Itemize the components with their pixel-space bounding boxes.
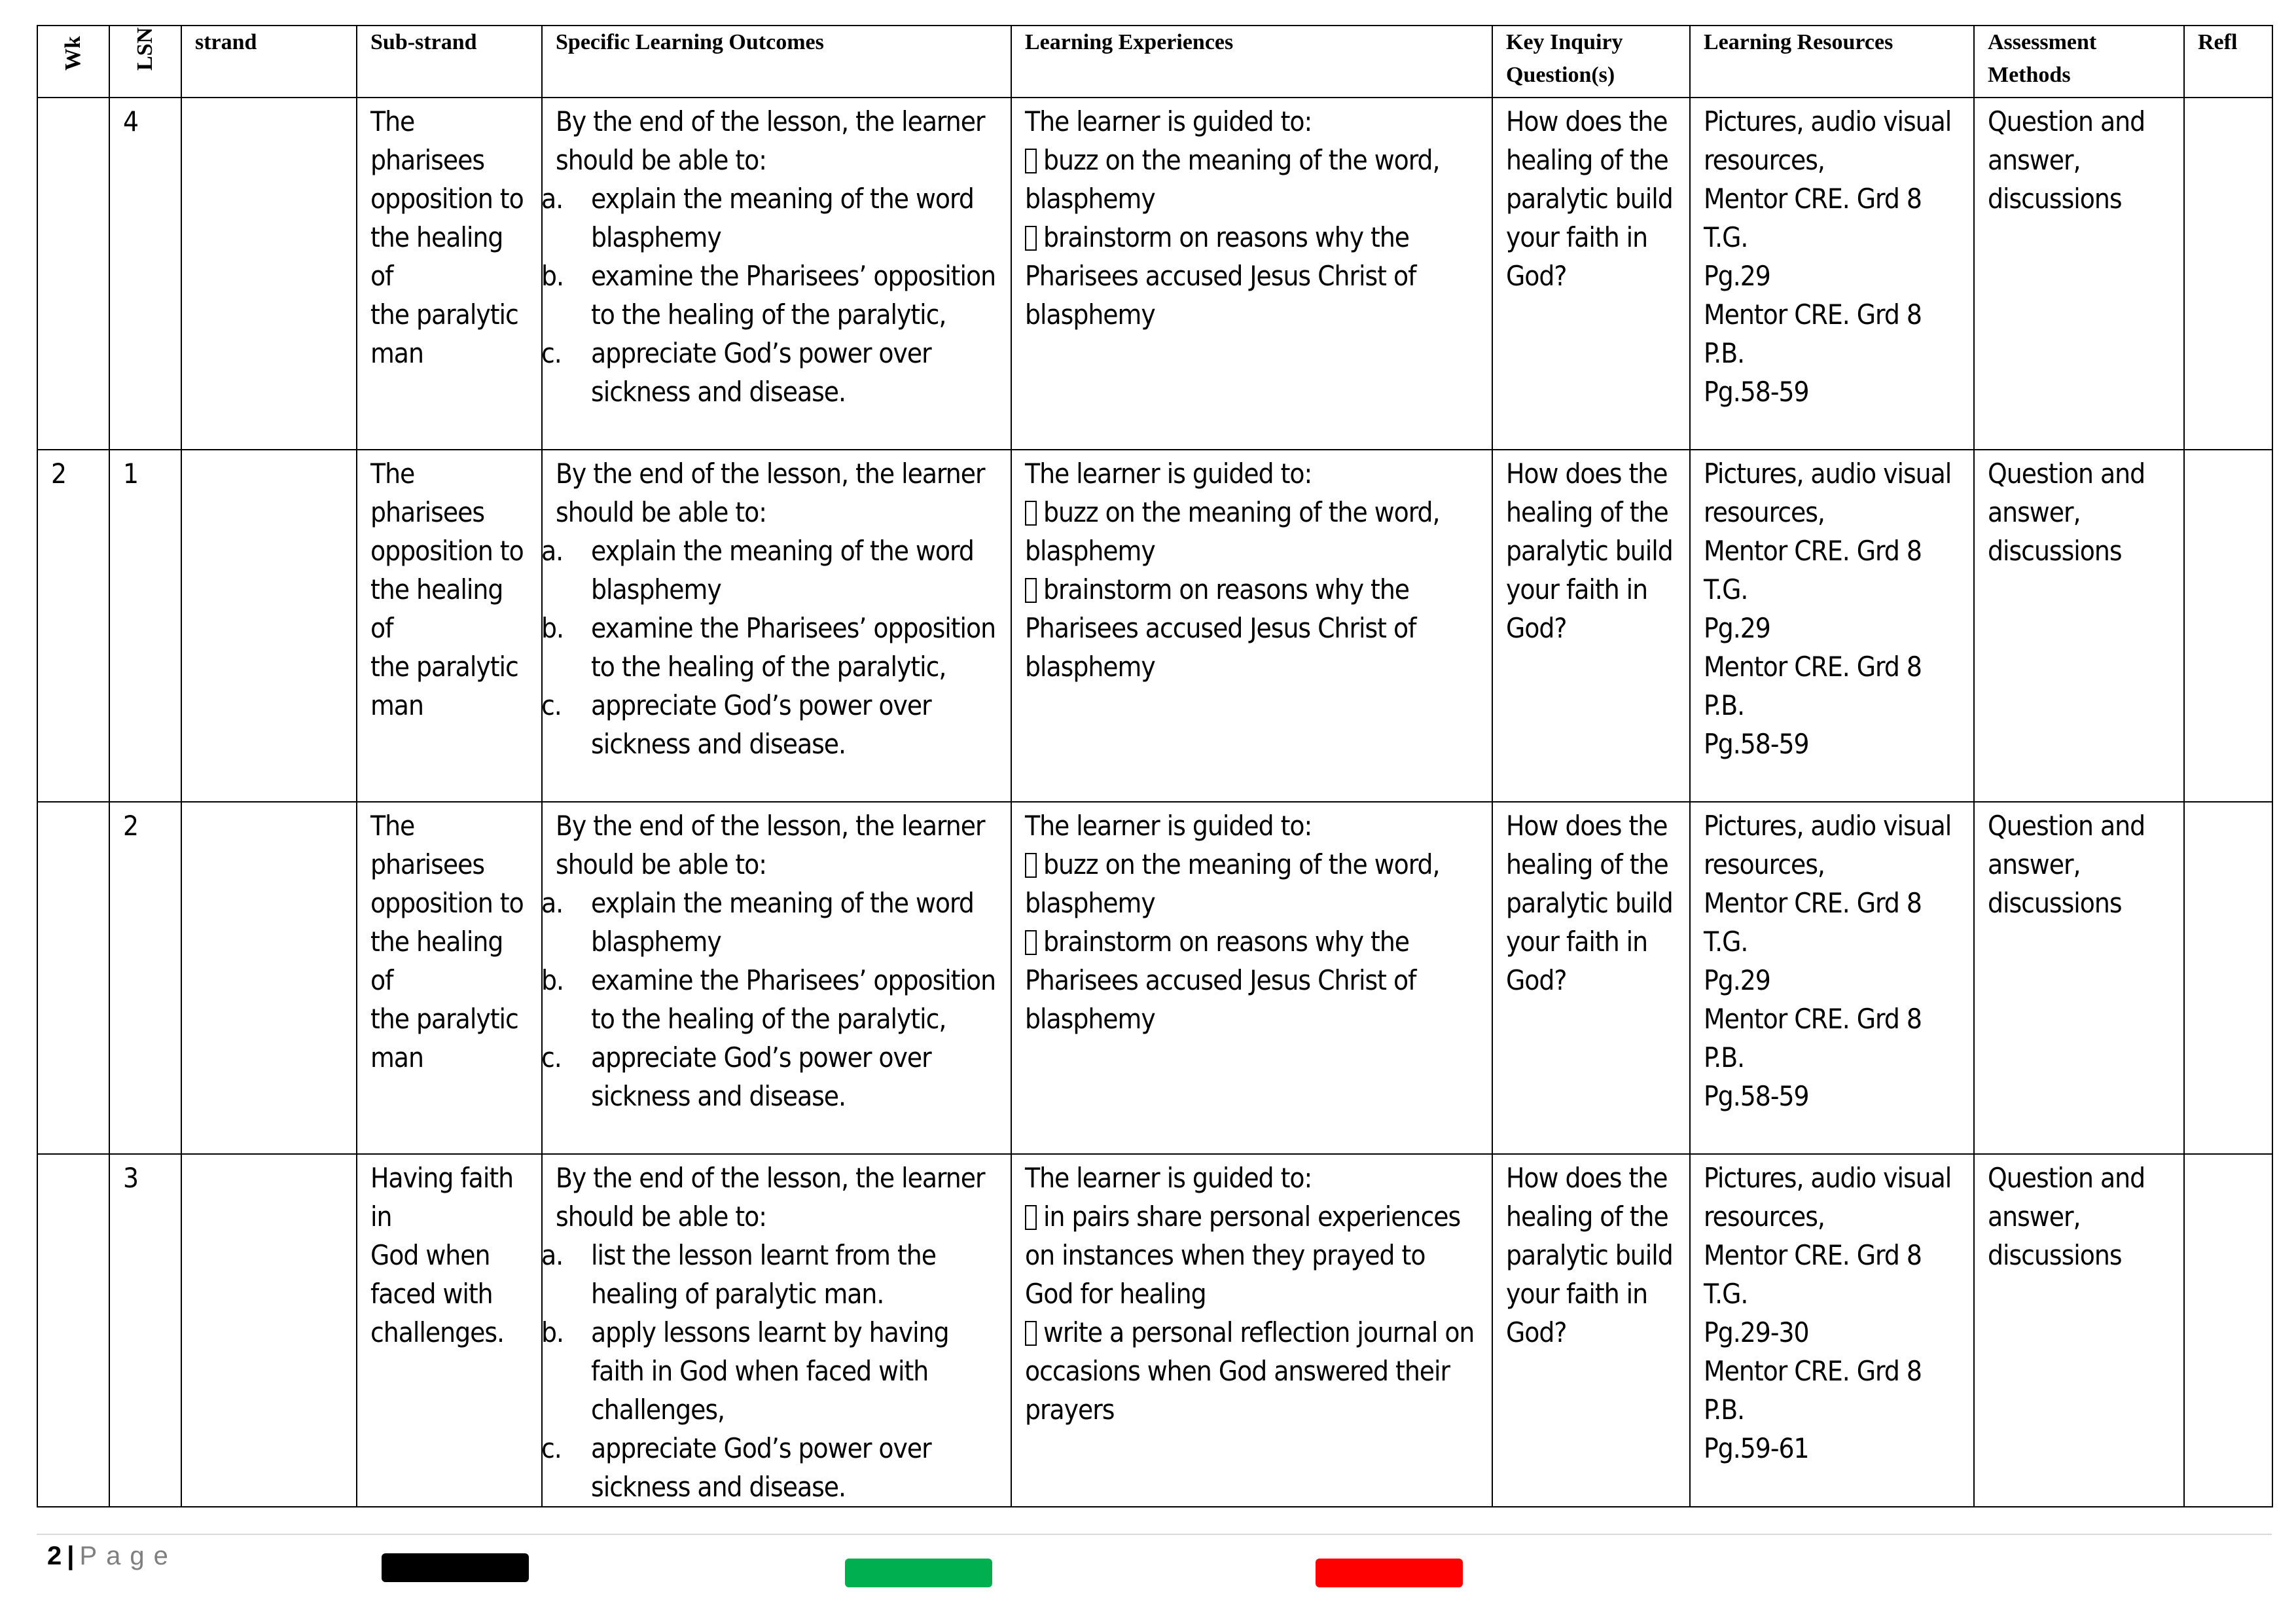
outcome-marker: b.: [541, 1316, 564, 1348]
experience-text: in pairs share personal experiences on instances when they prayed to God for healing: [1025, 1200, 1461, 1310]
outcome-text: list the lesson learnt from the healing of paralytic man.: [591, 1239, 936, 1310]
missing-glyph-box-icon: [1025, 853, 1037, 878]
outcome-item: [541, 179, 997, 257]
resources-cell: [1690, 450, 1974, 802]
outcome-marker: c.: [541, 337, 562, 369]
footer-rule: [37, 1534, 2272, 1535]
week-cell: [37, 98, 109, 450]
outcome-marker: a.: [541, 183, 564, 215]
week-cell-text: 2: [51, 458, 67, 490]
page-word: Page: [79, 1542, 177, 1570]
outcome-text: explain the meaning of the word blasphemy: [591, 887, 974, 958]
black-swatch: [382, 1553, 529, 1582]
experiences-intro: The learner is guided to:: [1025, 1162, 1312, 1194]
experience-text: brainstorm on reasons why the Pharisees accused Jesus Christ of blasphemy: [1025, 926, 1416, 1035]
outcome-item: [541, 257, 997, 334]
outcome-text: apply lessons learnt by having faith in God when faced with challenges,: [591, 1316, 949, 1426]
experiences-cell: [1011, 802, 1492, 1154]
outcomes-intro: By the end of the lesson, the learner should be able to:: [556, 810, 985, 880]
resources-cell-text: Pictures, audio visual resources, Mentor CRE. Grd 8 T.G. Pg.29 Mentor CRE. Grd 8 P.B. Pg.58-59: [1704, 105, 1952, 408]
experience-item: [1025, 1197, 1479, 1313]
experience-text: buzz on the meaning of the word, blasphemy: [1025, 144, 1440, 215]
table-row: [37, 1154, 2272, 1507]
sub-strand-cell: [357, 1154, 542, 1507]
header-inquiry: Key Inquiry Question(s): [1492, 26, 1690, 98]
assessment-cell: [1974, 802, 2184, 1154]
assessment-cell-text: Question and answer, discussions: [1988, 458, 2145, 567]
outcome-text: appreciate God’s power over sickness and disease.: [591, 1041, 931, 1112]
experience-item: [1025, 218, 1479, 334]
outcomes-cell: [542, 802, 1011, 1154]
lesson-cell-text: 2: [123, 810, 139, 842]
header-experiences: Learning Experiences: [1011, 26, 1492, 98]
header-reflection: Refl: [2184, 26, 2272, 98]
outcome-item: [541, 1038, 997, 1115]
experience-item: [1025, 141, 1479, 218]
outcomes-cell: [542, 450, 1011, 802]
experience-item: [1025, 845, 1479, 922]
lesson-cell-text: 4: [123, 105, 139, 137]
outcome-item: [541, 884, 997, 961]
experience-text: brainstorm on reasons why the Pharisees accused Jesus Christ of blasphemy: [1025, 573, 1416, 683]
lesson-cell: [109, 450, 181, 802]
outcomes-intro: By the end of the lesson, the learner should be able to:: [556, 1162, 985, 1233]
outcome-item: [541, 961, 997, 1038]
red-swatch: [1316, 1559, 1463, 1587]
outcome-item: [541, 532, 997, 609]
outcome-text: appreciate God’s power over sickness and disease.: [591, 689, 931, 760]
missing-glyph-box-icon: [1025, 930, 1037, 955]
outcomes-cell: [542, 98, 1011, 450]
missing-glyph-box-icon: [1025, 501, 1037, 526]
header-row: [37, 26, 2272, 98]
reflection-cell: [2184, 98, 2272, 450]
outcome-text: appreciate God’s power over sickness and disease.: [591, 1432, 931, 1503]
scheme-of-work-table: [37, 25, 2273, 1507]
inquiry-cell: [1492, 802, 1690, 1154]
lesson-cell: [109, 802, 181, 1154]
assessment-cell: [1974, 450, 2184, 802]
outcome-marker: a.: [541, 535, 564, 567]
header-outcomes: Specific Learning Outcomes: [542, 26, 1011, 98]
outcome-text: examine the Pharisees’ opposition to the healing of the paralytic,: [591, 964, 996, 1035]
experience-item: [1025, 570, 1479, 686]
outcome-item: [541, 1236, 997, 1313]
header-wk: Wk: [37, 26, 109, 98]
table-row: [37, 98, 2272, 450]
table-row: [37, 802, 2272, 1154]
assessment-cell-text: Question and answer, discussions: [1988, 105, 2145, 215]
inquiry-cell-text: How does the healing of the paralytic build your faith in God?: [1506, 1162, 1673, 1348]
page-number: 2: [47, 1542, 62, 1570]
experiences-cell: [1011, 98, 1492, 450]
sub-strand-cell: [357, 450, 542, 802]
header-sub-strand: Sub-strand: [357, 26, 542, 98]
outcomes-list: [541, 884, 997, 1115]
sub-strand-cell-text: The pharisees opposition to the healing of the paralytic man: [370, 458, 524, 721]
lesson-cell: [109, 98, 181, 450]
sub-strand-cell-text: Having faith in God when faced with challenges.: [370, 1162, 514, 1348]
inquiry-cell: [1492, 450, 1690, 802]
resources-cell-text: Pictures, audio visual resources, Mentor CRE. Grd 8 T.G. Pg.29 Mentor CRE. Grd 8 P.B. Pg.58-59: [1704, 810, 1952, 1112]
outcome-item: [541, 334, 997, 411]
experience-text: buzz on the meaning of the word, blasphemy: [1025, 848, 1440, 919]
experiences-cell: [1011, 1154, 1492, 1507]
resources-cell: [1690, 1154, 1974, 1507]
outcome-text: explain the meaning of the word blasphemy: [591, 183, 974, 253]
outcome-text: examine the Pharisees’ opposition to the healing of the paralytic,: [591, 260, 996, 331]
missing-glyph-box-icon: [1025, 226, 1037, 251]
missing-glyph-box-icon: [1025, 1205, 1037, 1230]
outcome-marker: b.: [541, 612, 564, 644]
inquiry-cell: [1492, 1154, 1690, 1507]
outcome-marker: c.: [541, 689, 562, 721]
lesson-cell: [109, 1154, 181, 1507]
lesson-cell-text: 1: [123, 458, 139, 490]
green-swatch: [845, 1559, 992, 1587]
inquiry-cell: [1492, 98, 1690, 450]
header-strand: strand: [181, 26, 357, 98]
week-cell: [37, 450, 109, 802]
missing-glyph-box-icon: [1025, 578, 1037, 603]
header-resources: Learning Resources: [1690, 26, 1974, 98]
reflection-cell: [2184, 1154, 2272, 1507]
missing-glyph-box-icon: [1025, 1321, 1037, 1346]
outcome-text: explain the meaning of the word blasphemy: [591, 535, 974, 605]
resources-cell-text: Pictures, audio visual resources, Mentor CRE. Grd 8 T.G. Pg.29-30 Mentor CRE. Grd 8 P.B. Pg.59-61: [1704, 1162, 1952, 1464]
table-row: [37, 450, 2272, 802]
outcomes-list: [541, 1236, 997, 1506]
inquiry-cell-text: How does the healing of the paralytic build your faith in God?: [1506, 105, 1673, 292]
outcomes-intro: By the end of the lesson, the learner should be able to:: [556, 105, 985, 176]
outcome-marker: b.: [541, 964, 564, 996]
outcome-marker: a.: [541, 887, 564, 919]
header-assessment: Assessment Methods: [1974, 26, 2184, 98]
experience-item: [1025, 1313, 1479, 1429]
week-cell: [37, 802, 109, 1154]
experience-text: brainstorm on reasons why the Pharisees accused Jesus Christ of blasphemy: [1025, 221, 1416, 331]
outcome-item: [541, 1429, 997, 1506]
experience-text: buzz on the meaning of the word, blasphemy: [1025, 496, 1440, 567]
resources-cell: [1690, 98, 1974, 450]
lesson-cell-text: 3: [123, 1162, 139, 1194]
sub-strand-cell: [357, 802, 542, 1154]
resources-cell: [1690, 802, 1974, 1154]
inquiry-cell-text: How does the healing of the paralytic build your faith in God?: [1506, 810, 1673, 996]
week-cell: [37, 1154, 109, 1507]
outcome-text: examine the Pharisees’ opposition to the healing of the paralytic,: [591, 612, 996, 683]
page-separator: |: [67, 1542, 75, 1570]
outcomes-list: [541, 532, 997, 763]
assessment-cell-text: Question and answer, discussions: [1988, 1162, 2145, 1271]
table-body: [37, 98, 2272, 1507]
outcomes-intro: By the end of the lesson, the learner should be able to:: [556, 458, 985, 528]
experiences-intro: The learner is guided to:: [1025, 458, 1312, 490]
experience-item: [1025, 493, 1479, 570]
experiences-intro: The learner is guided to:: [1025, 105, 1312, 137]
outcome-item: [541, 1313, 997, 1429]
assessment-cell: [1974, 98, 2184, 450]
missing-glyph-box-icon: [1025, 149, 1037, 173]
header-lsn: LSN: [109, 26, 181, 98]
outcome-text: appreciate God’s power over sickness and disease.: [591, 337, 931, 408]
assessment-cell: [1974, 1154, 2184, 1507]
outcome-item: [541, 686, 997, 763]
outcome-marker: c.: [541, 1432, 562, 1464]
resources-cell-text: Pictures, audio visual resources, Mentor CRE. Grd 8 T.G. Pg.29 Mentor CRE. Grd 8 P.B. Pg.58-59: [1704, 458, 1952, 760]
page-footer: [47, 1540, 177, 1572]
experience-item: [1025, 922, 1479, 1038]
strand-cell: [181, 1154, 357, 1507]
outcomes-list: [541, 179, 997, 411]
outcomes-cell: [542, 1154, 1011, 1507]
sub-strand-cell-text: The pharisees opposition to the healing of the paralytic man: [370, 810, 524, 1074]
reflection-cell: [2184, 802, 2272, 1154]
sub-strand-cell: [357, 98, 542, 450]
outcome-marker: c.: [541, 1041, 562, 1074]
reflection-cell: [2184, 450, 2272, 802]
strand-cell: [181, 450, 357, 802]
sub-strand-cell-text: The pharisees opposition to the healing of the paralytic man: [370, 105, 524, 369]
outcome-marker: a.: [541, 1239, 564, 1271]
assessment-cell-text: Question and answer, discussions: [1988, 810, 2145, 919]
experiences-cell: [1011, 450, 1492, 802]
outcome-marker: b.: [541, 260, 564, 292]
inquiry-cell-text: How does the healing of the paralytic build your faith in God?: [1506, 458, 1673, 644]
strand-cell: [181, 802, 357, 1154]
experience-text: write a personal reflection journal on occasions when God answered their prayers: [1025, 1316, 1475, 1426]
outcome-item: [541, 609, 997, 686]
strand-cell: [181, 98, 357, 450]
experiences-intro: The learner is guided to:: [1025, 810, 1312, 842]
